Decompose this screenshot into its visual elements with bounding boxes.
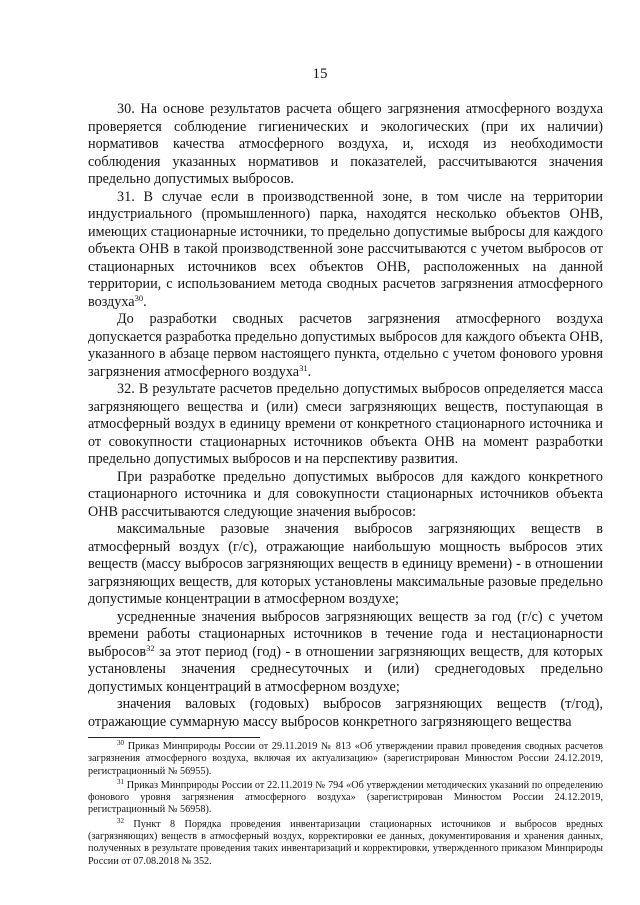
paragraph-text: значения валовых (годовых) выбросов загрязняющих веществ (т/год), отражающие суммарную массу выбросов конкретного загрязняющего вещества xyxy=(88,696,603,730)
paragraph xyxy=(88,381,603,469)
footnote xyxy=(88,741,603,778)
paragraph xyxy=(88,101,603,189)
paragraph xyxy=(88,609,603,697)
page-number: 15 xyxy=(312,66,328,82)
paragraph xyxy=(88,189,603,312)
footnote-number: 31 xyxy=(117,777,124,786)
footnote-text: Пункт 8 Порядка проведения инвентаризации стационарных источников и выбросов вредных (загрязняющих) веществ в атмосферный воздух, корректировки ее данных, документирования и хранения данных, полученных в результате проведения таких инвентаризаций и корректировки, утвержденного приказом Минприроды России от 07.08.2018 № 352. xyxy=(88,818,603,867)
footnote-number: 32 xyxy=(117,816,124,825)
footnote-number: 30 xyxy=(117,739,124,747)
paragraph-text: 31. В случае если в производственной зоне, в том числе на территории индустриального (промышленного) парка, находятся несколько объектов ОНВ, имеющих стационарные источники, то предельно допустимые выбросы для каждого объекта ОНВ в такой производственной зоне рассчитываются с учетом выбросов от стационарных источников всех объектов ОНВ, расположенных на данной территории, с использованием метода сводных расчетов загрязнения атмосферного воздуха xyxy=(88,188,603,310)
paragraph xyxy=(88,696,603,731)
paragraph xyxy=(88,469,603,522)
footnote-text: Приказ Минприроды России от 29.11.2019 № 813 «Об утверждении правил проведения сводных расчетов загрязнения атмосферного воздуха, включая их актуализацию» (зарегистрирован Минюстом России 24.12.2019, регистрационный № 56955). xyxy=(88,741,603,777)
paragraph-text-after: . xyxy=(143,293,147,310)
footnote-reference: 30 xyxy=(134,292,144,303)
paragraph-text: До разработки сводных расчетов загрязнения атмосферного воздуха допускается разработка предельно допустимых выбросов для каждого объекта ОНВ, указанного в абзаце первом настоящего пункта, отдельно с учетом фонового уровня загрязнения атмосферного воздуха xyxy=(88,311,603,380)
paragraph-text: 30. На основе результатов расчета общего загрязнения атмосферного воздуха проверяется соблюдение гигиенических и экологических (при их наличии) нормативов качества атмосферного воздуха, и, исходя из необходимости соблюдения указанных нормативов и показателей, рассчитываются значения предельно допустимых выбросов. xyxy=(88,101,603,187)
paragraph-text: При разработке предельно допустимых выбросов для каждого конкретного стационарного источника и для совокупности стационарных источников объекта ОНВ рассчитываются следующие значения выбросов: xyxy=(88,468,603,520)
paragraph-text: усредненные значения выбросов загрязняющих веществ за год (г/с) с учетом времени работы стационарных источников в течение года и нестационарности выбросов xyxy=(88,608,603,660)
footnotes xyxy=(88,741,603,870)
paragraph-text: максимальные разовые значения выбросов загрязняющих веществ в атмосферный воздух (г/с), отражающие наибольшую мощность выбросов этих веществ (массу выбросов загрязняющих веществ в единицу времени) - в отношении загрязняющих веществ, для которых установлены максимальные разовые предельно допустимые концентрации в атмосферном воздухе; xyxy=(88,521,603,607)
footnote-text: Приказ Минприроды России от 22.11.2019 № 794 «Об утверждении методических указаний по определению фонового уровня загрязнения атмосферного воздуха» (зарегистрирован Минюстом России 24.12.2019, регистрационный № 56958). xyxy=(88,779,603,816)
paragraph-text: 32. В результате расчетов предельно допустимых выбросов определяется масса загрязняющего вещества и (или) смеси загрязняющих веществ, поступающая в атмосферный воздух в единицу времени от конкретного стационарного источника и от совокупности стационарных источников объекта ОНВ на момент разработки предельно допустимых выбросов и на перспективу развития. xyxy=(88,381,603,467)
paragraph xyxy=(88,311,603,381)
footnote-divider xyxy=(88,737,260,738)
body-text xyxy=(88,101,603,731)
footnote-reference: 32 xyxy=(146,642,155,653)
footnote xyxy=(88,777,603,817)
paragraph-text-after: . xyxy=(307,363,312,380)
paragraph xyxy=(88,521,603,609)
footnote-reference: 31 xyxy=(299,362,308,373)
footnote xyxy=(88,816,603,868)
paragraph-text-after: за этот период (год) - в отношении загрязняющих веществ, для которых установлены значения среднесуточных и (или) среднегодовых предельно допустимых концентраций в атмосферном воздухе; xyxy=(88,643,603,695)
